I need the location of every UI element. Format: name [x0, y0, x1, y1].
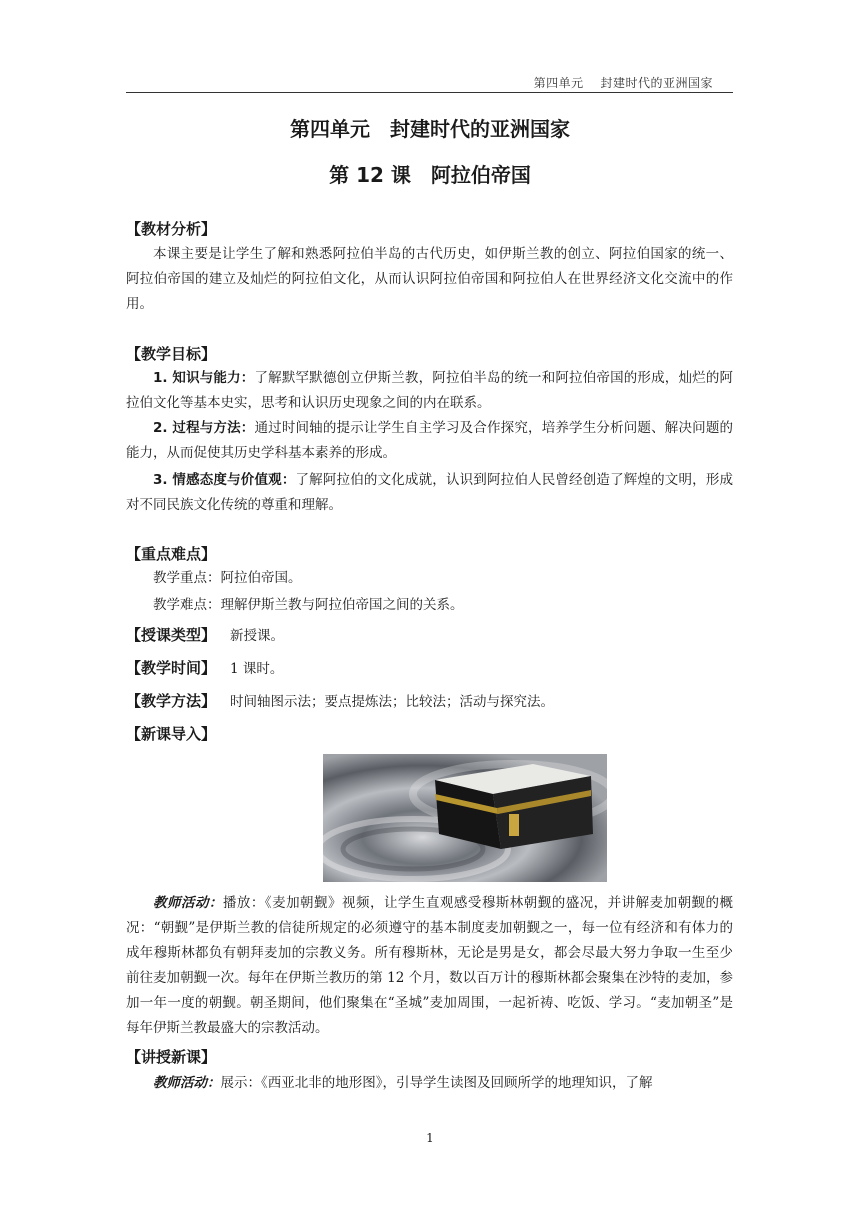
- goal-label-1: 1. 知识与能力：: [153, 370, 255, 386]
- type-value: 新授课。: [230, 628, 285, 644]
- kaaba-photo: [323, 754, 607, 882]
- method-heading: 【教学方法】: [126, 692, 217, 710]
- goals-heading: 【教学目标】: [126, 345, 217, 363]
- analysis-text: 本课主要是让学生了解和熟悉阿拉伯半岛的古代历史，如伊斯兰教的创立、阿拉伯国家的统一、阿拉伯帝国的建立及灿烂的阿拉伯文化，从而认识阿拉伯帝国和阿拉伯人在世界经济文化交流中的作用。: [126, 246, 733, 312]
- lesson-title: 第 12 课 阿拉伯帝国: [329, 163, 531, 187]
- goal-item-3: [126, 468, 733, 518]
- intro-body: 播放：《麦加朝觐》视频，让学生直观感受穆斯林朝觐的盛况，并讲解麦加朝觐的概况：“朝觐”是伊斯兰教的信徒所规定的必须遵守的基本制度麦加朝觐之一，每一位有经济和有体力的成年穆斯林都负有朝拜麦加的宗教义务。所有穆斯林，无论是男是女，都会尽最大努力争取一生至少前往麦加朝觐一次。每年在伊斯兰教历的第 12 个月，数以百万计的穆斯林都会聚集在沙特的麦加，参加一年一度的朝觐。朝圣期间，他们聚集在“圣城”麦加周围，一起祈祷、吃饭、学习。“麦加朝圣”是每年伊斯兰教最盛大的宗教活动。: [126, 895, 734, 1036]
- goal-item-2: [126, 416, 733, 466]
- kaaba-illustration: [323, 754, 607, 882]
- lecture-text: [126, 1071, 733, 1096]
- unit-title: 第四单元 封建时代的亚洲国家: [290, 117, 570, 141]
- intro-heading: 【新课导入】: [126, 725, 217, 743]
- goal-label-3: 3. 情感态度与价值观：: [153, 472, 296, 488]
- keypoints-heading: 【重点难点】: [126, 545, 217, 563]
- method-value: 时间轴图示法；要点提炼法；比较法；活动与探究法。: [230, 694, 555, 710]
- type-row: [126, 624, 284, 645]
- goal-item-1: [126, 366, 733, 416]
- key-difficulty: 教学难点：理解伊斯兰教与阿拉伯帝国之间的关系。: [153, 597, 464, 613]
- lecture-heading: 【讲授新课】: [126, 1048, 217, 1066]
- lecture-body: 展示：《西亚北非的地形图》，引导学生读图及回顾所学的地理知识，了解: [220, 1075, 653, 1091]
- lecture-activity-label: 教师活动：: [153, 1075, 221, 1091]
- intro-text: [126, 891, 733, 1041]
- key-focus: 教学重点：阿拉伯帝国。: [153, 570, 302, 586]
- intro-activity-label: 教师活动：: [153, 895, 223, 911]
- goal-text-3: 了解阿拉伯的文化成就，认识到阿拉伯人民曾经创造了辉煌的文明，形成对不同民族文化传统的尊重和理解。: [126, 472, 733, 513]
- method-row: [126, 690, 554, 711]
- time-value: 1 课时。: [230, 661, 284, 677]
- time-row: [126, 657, 283, 678]
- page-number: 1: [426, 1131, 434, 1145]
- goal-label-2: 2. 过程与方法：: [153, 420, 255, 436]
- analysis-heading: 【教材分析】: [126, 220, 217, 238]
- page-header: [126, 72, 733, 93]
- header-text: 第四单元 封建时代的亚洲国家: [533, 76, 713, 90]
- goal-text-1: 了解默罕默德创立伊斯兰教，阿拉伯半岛的统一和阿拉伯帝国的形成，灿烂的阿拉伯文化等基本史实，思考和认识历史现象之间的内在联系。: [126, 370, 733, 411]
- type-heading: 【授课类型】: [126, 626, 217, 644]
- time-heading: 【教学时间】: [126, 659, 217, 677]
- goal-text-2: 通过时间轴的提示让学生自主学习及合作探究，培养学生分析问题、解决问题的能力，从而促使其历史学科基本素养的形成。: [126, 420, 733, 461]
